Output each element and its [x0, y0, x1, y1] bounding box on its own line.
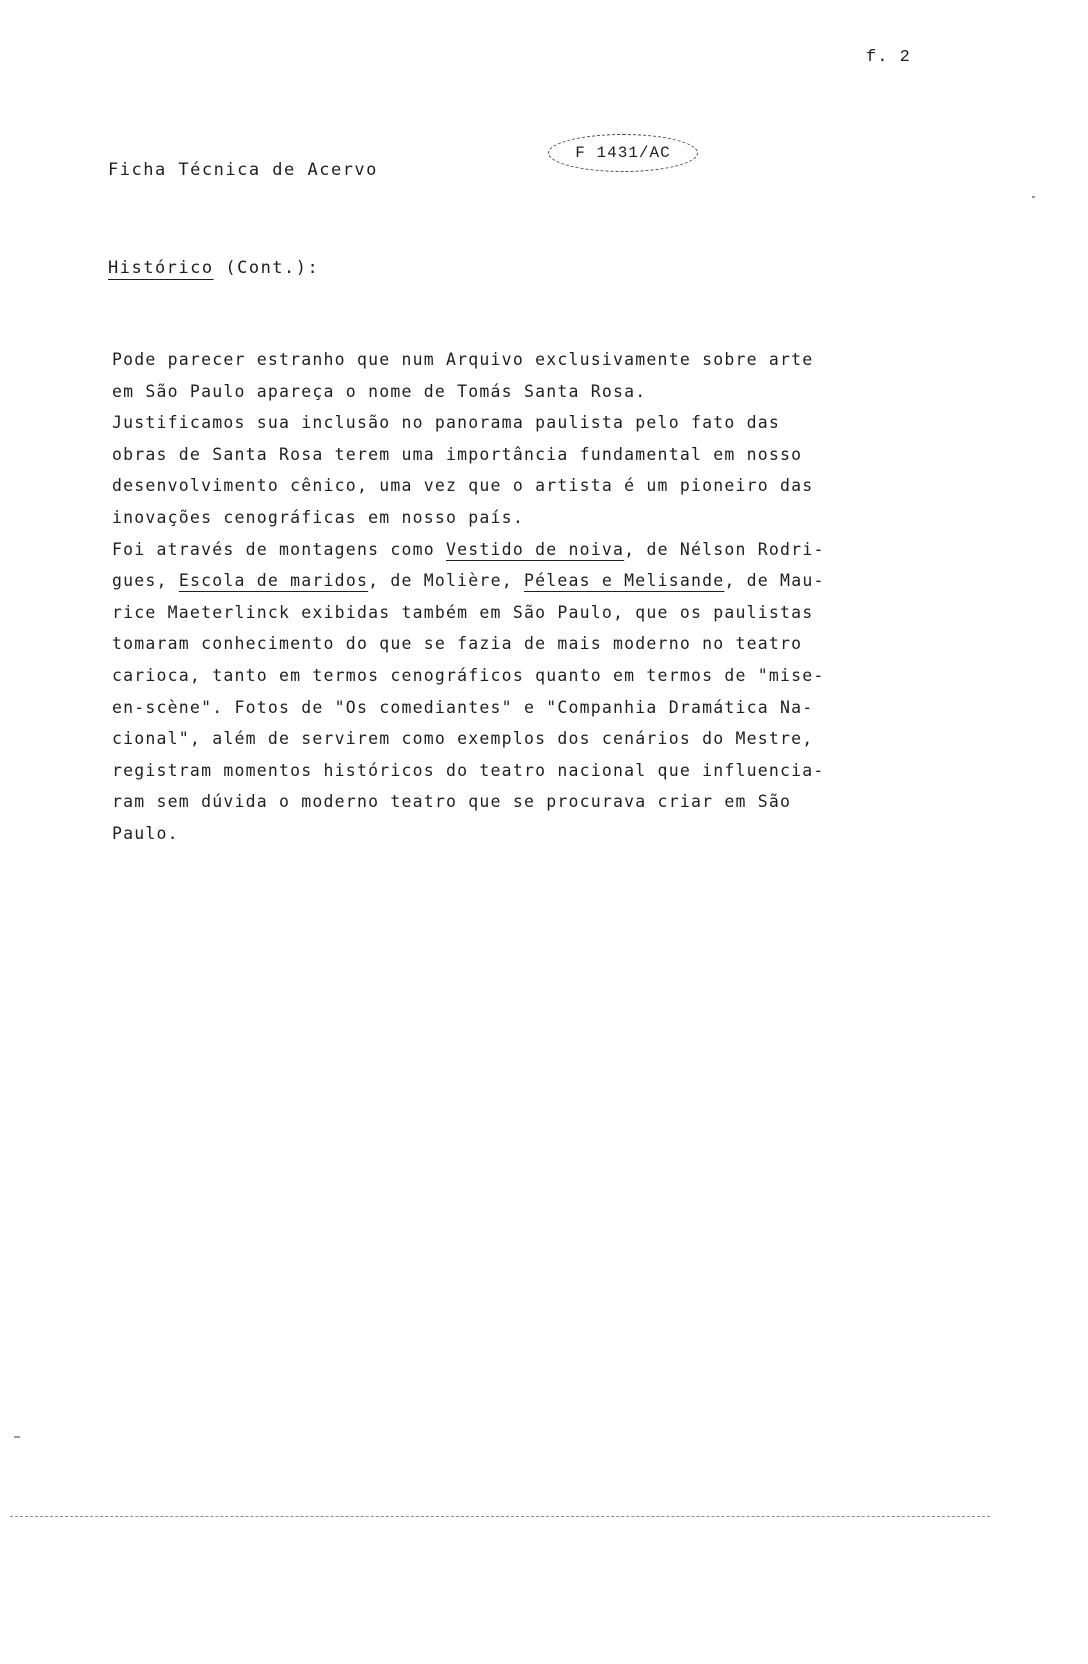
text-segment: Paulo.: [112, 823, 179, 843]
underlined-title: Péleas e Melisande: [523, 571, 725, 591]
scan-speck: [14, 1436, 20, 1438]
text-segment: , de Nélson Rodri-: [624, 539, 825, 559]
text-line: [112, 755, 942, 787]
document-title: Ficha Técnica de Acervo: [108, 160, 378, 180]
text-segment: ram sem dúvida o moderno teatro que se procurava criar em São: [112, 792, 792, 812]
text-segment: tomaram conhecimento do que se fazia de mais moderno no teatro: [112, 634, 803, 654]
reference-code-stamp: [548, 134, 698, 172]
underlined-title: Vestido de noiva: [446, 539, 625, 559]
text-line: [112, 470, 942, 502]
text-line: [112, 565, 942, 597]
text-line: [112, 597, 942, 629]
text-segment: en-scène". Fotos de "Os comediantes" e "Companhia Dramática Na-: [112, 697, 814, 717]
text-segment: Foi através de montagens como: [112, 539, 447, 559]
text-line: [112, 692, 942, 724]
text-segment: Justificamos sua inclusão no panorama paulista pelo fato das: [112, 413, 781, 433]
text-segment: cional", além de servirem como exemplos dos cenários do Mestre,: [112, 729, 814, 749]
text-segment: , de Mau-: [724, 571, 825, 591]
scan-speck: [1032, 196, 1035, 198]
footer-rule: [10, 1516, 990, 1517]
page-number: f. 2: [866, 48, 911, 67]
text-segment: Pode parecer estranho que num Arquivo exclusivamente sobre arte: [112, 350, 814, 369]
text-line: [112, 502, 942, 534]
reference-code: F 1431/AC: [575, 144, 671, 162]
text-line: [112, 786, 942, 818]
text-segment: em São Paulo apareça o nome de Tomás Santa Rosa.: [112, 381, 647, 401]
text-segment: obras de Santa Rosa terem uma importância fundamental em nosso: [112, 444, 803, 464]
section-heading-title: Histórico: [108, 258, 214, 278]
text-line: [112, 439, 942, 471]
text-segment: inovações cenográficas em nosso país.: [112, 507, 524, 527]
text-line: [112, 723, 942, 755]
body-paragraph: [112, 344, 942, 850]
text-line: [112, 407, 942, 439]
text-segment: registram momentos históricos do teatro nacional que influencia-: [112, 760, 825, 780]
text-segment: gues,: [112, 571, 179, 591]
text-line: [112, 818, 942, 850]
text-line: [112, 660, 942, 692]
text-segment: rice Maeterlinck exibidas também em São Paulo, que os paulistas: [112, 602, 814, 622]
section-heading-suffix: (Cont.):: [213, 258, 320, 278]
text-line: [112, 628, 942, 660]
text-segment: desenvolvimento cênico, uma vez que o artista é um pioneiro das: [112, 476, 814, 496]
section-heading: [108, 258, 319, 278]
text-segment: carioca, tanto em termos cenográficos quanto em termos de "mise-: [112, 665, 825, 685]
text-line: [112, 376, 942, 408]
text-line: [112, 344, 942, 376]
underlined-title: Escola de maridos: [178, 571, 369, 591]
text-segment: , de Molière,: [368, 571, 524, 591]
text-line: [112, 534, 942, 566]
